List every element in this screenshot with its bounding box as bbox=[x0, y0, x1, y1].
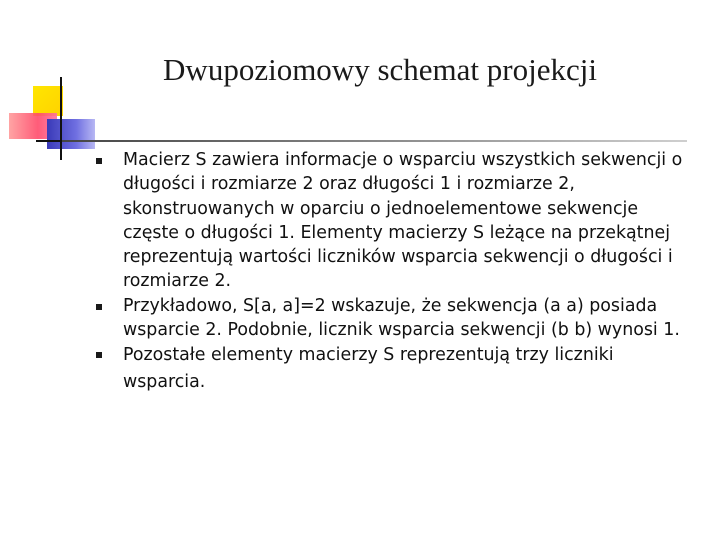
bullet-item bbox=[96, 342, 696, 396]
bullet-square-icon bbox=[96, 352, 102, 358]
logo-vertical-line bbox=[60, 77, 62, 160]
bullet-text: Przykładowo, S[a, a]=2 wskazuje, że sekwencja (a a) posiada wsparcie 2. Podobnie, licznik wsparcia sekwencji (b b) wynosi 1. bbox=[123, 295, 680, 341]
bullet-item bbox=[96, 148, 696, 294]
bullet-list bbox=[96, 148, 696, 396]
slide-title: Dwupoziomowy schemat projekcji bbox=[163, 52, 597, 87]
bullet-square-icon bbox=[96, 158, 102, 164]
bullet-text: Pozostałe elementy macierzy S reprezentują trzy liczniki wsparcia. bbox=[123, 345, 614, 393]
logo-blue-bar bbox=[47, 119, 95, 149]
logo-yellow-square bbox=[33, 86, 63, 116]
bullet-text: Macierz S zawiera informacje o wsparciu wszystkich sekwencji o długości i rozmiarze 2 oraz długości 1 i rozmiarze 2, skonstruowanych w oparciu o jednoelementowe sekwencje częste o długości 1. Elementy macierzy S leżące na przekątnej reprezentują wartości liczników wsparcia sekwencji o długości i rozmiarze 2. bbox=[123, 150, 683, 292]
bullet-item bbox=[96, 294, 696, 343]
title-divider bbox=[62, 140, 687, 142]
bullet-square-icon bbox=[96, 304, 102, 310]
